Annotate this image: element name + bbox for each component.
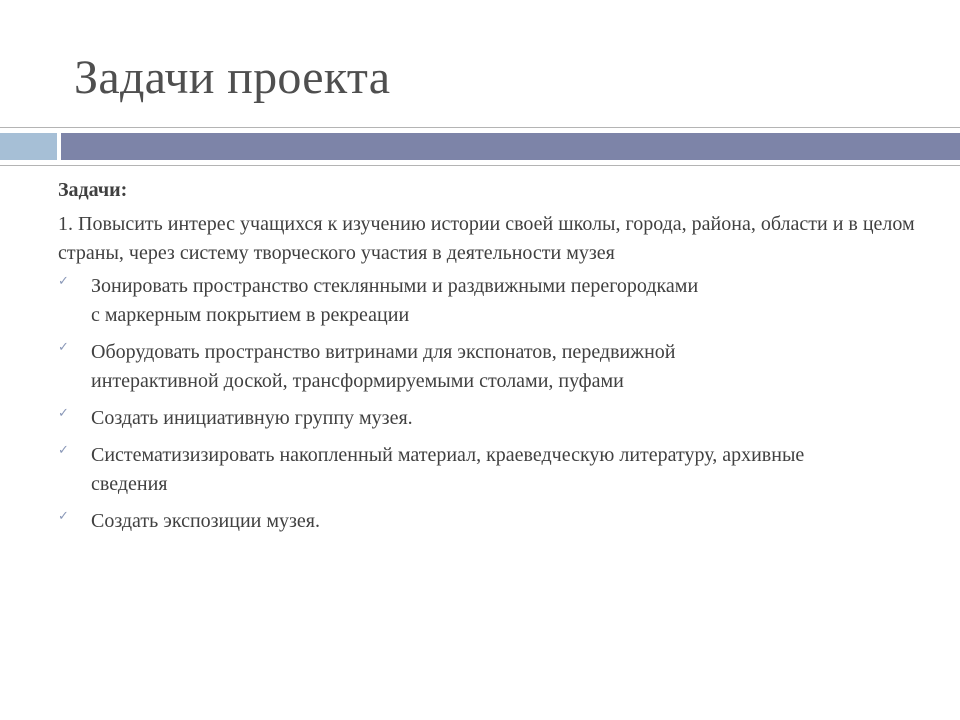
list-item-line: Создать экспозиции музея. <box>91 510 321 532</box>
task-list <box>58 272 953 536</box>
intro-paragraph: 1. Повысить интерес учащихся к изучению истории своей школы, города, района, области и в целом страны, через систему творческого участия в деятельности музея <box>58 213 915 264</box>
slide-title: Задачи проекта <box>74 51 391 104</box>
list-item <box>58 404 953 433</box>
list-item <box>58 507 953 536</box>
list-item-line: интерактивной доской, трансформируемыми столами, пуфами <box>91 370 624 392</box>
list-item-line: сведения <box>91 473 168 495</box>
checkmark-icon: ✓ <box>58 406 69 421</box>
list-item <box>58 338 953 396</box>
checkmark-icon: ✓ <box>58 340 69 355</box>
list-item-line: Систематизизировать накопленный материал, краеведческую литературу, архивные <box>91 444 805 466</box>
checkmark-icon: ✓ <box>58 443 69 458</box>
divider-bottom <box>0 165 960 166</box>
accent-bar-left <box>0 133 57 160</box>
content-body <box>58 176 953 544</box>
section-heading: Задачи: <box>58 179 128 201</box>
list-item <box>58 441 953 499</box>
divider-top <box>0 127 960 128</box>
checkmark-icon: ✓ <box>58 274 69 289</box>
list-item-line: Оборудовать пространство витринами для экспонатов, передвижной <box>91 341 676 363</box>
list-item <box>58 272 953 330</box>
list-item-line: Зонировать пространство стеклянными и раздвижными перегородками <box>91 275 699 297</box>
accent-bar-right <box>61 133 960 160</box>
list-item-line: с маркерным покрытием в рекреации <box>91 304 410 326</box>
list-item-line: Создать инициативную группу музея. <box>91 407 413 429</box>
checkmark-icon: ✓ <box>58 509 69 524</box>
